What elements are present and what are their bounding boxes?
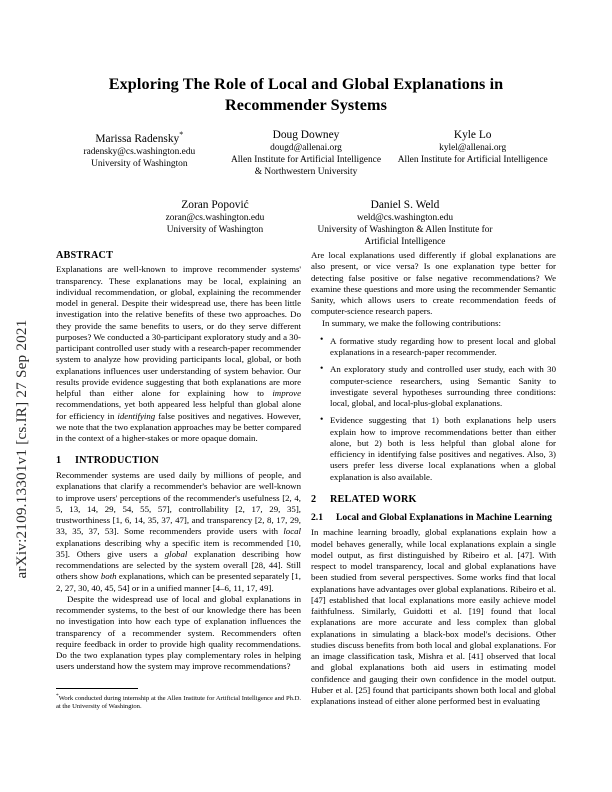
list-item: • A formative study regarding how to present local and global explanations in a research-paper recommender. <box>329 336 556 359</box>
author-email: dougd@allenai.org <box>270 143 342 154</box>
footnote-marker: * <box>179 130 184 139</box>
author-affiliation: Allen Institute for Artificial Intelligence & Northwestern University <box>231 155 381 177</box>
author-row-1 <box>56 128 556 178</box>
footnote-rule <box>56 688 138 689</box>
right-column <box>311 250 556 707</box>
author-name-text: Marissa Radensky <box>95 132 180 145</box>
author-name: Daniel S. Weld <box>370 199 440 211</box>
abstract-heading: ABSTRACT <box>56 250 114 261</box>
author-block <box>56 128 223 178</box>
author-block <box>120 198 310 248</box>
intro-p1-italic-local: local <box>283 526 301 537</box>
intro-p1-italic-global: global <box>164 548 188 559</box>
author-affiliation: University of Washington <box>166 225 264 235</box>
author-name: Doug Downey <box>272 129 340 141</box>
intro-p1-b: explanations describing why a specific item is recommended [10, 35]. Others give users a <box>56 537 301 559</box>
intro-paragraph-2: Despite the widespread use of local and global explanations in recommender systems, to the best of our knowledge there has been no investigation into how each type of explanation influences the transparency of a recommender system. Recommenders often require feedback in order to provide high quality recommendations. Do the two explanation types play complementary roles in helping users understand how the system may improve recommendations? <box>56 593 301 672</box>
section-number: 1 <box>56 455 62 467</box>
footnote <box>56 688 301 712</box>
list-item: • Evidence suggesting that 1) both explanations help users explain how to improve recommendations better than either alone, but 2) both is less helpful than global alone for efficiency in identifying false positives and negatives. Also, 3) users prefer less diverse local explanations when a global explanation is also available. <box>329 415 556 483</box>
author-block <box>310 198 500 248</box>
left-column <box>56 250 301 673</box>
section-heading-introduction <box>56 455 301 466</box>
intro-paragraph-3: Are local explanations used differently if global explanations are also present, or vice versa? Is one explanation type better for detecting false positive or false negative recommendations? We examine these questions and more using the recommender Semantic Sanity, which allows users to create recommendation feeds of computer-science research papers. <box>311 250 556 317</box>
footnote-text: Work conducted during internship at the Allen Institute for Artificial Intelligence and Ph.D. at the University of Washington. <box>56 694 301 711</box>
abstract-body <box>56 264 301 444</box>
author-name: Zoran Popović <box>181 199 249 211</box>
abstract-italic-2: identifying <box>117 410 156 421</box>
author-row-2 <box>120 198 500 248</box>
subsection-heading <box>311 512 556 524</box>
abstract-text-2: recommendations, yet both appeared less helpful than global alone for efficiency in <box>56 399 301 421</box>
arxiv-stamp-text: arXiv:2109.13301v1 [cs.IR] 27 Sep 2021 <box>13 319 30 579</box>
footnote-marker: * <box>56 692 59 699</box>
related-work-body: In machine learning broadly, global explanations explain how a model behaves generally, while local explanations explain a single model output, as first distinguished by Ribeiro et al. [47]. With respect to model transparency, local and global explanations have been studied from several perspectives. Some works find that local explanations have advantages over global explanations. Ribeiro et al. [47] established that local explanations more easily achieve model faithfulness. Similarly, Guidotti et al. [19] found that local explanations are more accurate and less complex than global explanations in simulating a black-box model's decisions. Other studies discuss benefits from both local and global explanations. For an image classification task, Mishra et al. [41] observed that local and global explanations both aid users in estimating model confidence and gauging their own confidence in the model output. Huber et al. [25] found that participants shown both local and global explanations instead of either alone performed best in evaluating <box>311 527 556 707</box>
contributions-list <box>311 336 556 483</box>
author-affiliation: University of Washington <box>91 158 188 169</box>
subsection-title: Local and Global Explanations in Machine Learning <box>336 512 552 523</box>
author-email: zoran@cs.washington.edu <box>165 213 265 224</box>
footnote-body <box>56 692 301 712</box>
intro-p1-italic-both: both <box>100 571 117 582</box>
author-email: weld@cs.washington.edu <box>356 213 454 224</box>
author-block <box>389 128 556 178</box>
author-affiliation: University of Washington & Allen Institute for Artificial Intelligence <box>317 225 493 247</box>
author-name <box>62 128 217 146</box>
abstract-italic-1: improve <box>272 388 301 398</box>
intro-paragraph-1 <box>56 470 301 594</box>
author-name: Kyle Lo <box>453 129 492 141</box>
author-email: kylel@allenai.org <box>439 143 507 154</box>
author-block <box>223 128 390 178</box>
author-email: radensky@cs.washington.edu <box>83 147 196 158</box>
intro-p1-c: explanation describing how recommendations are selected by the system overall [28, 44]. Still others show <box>56 548 301 582</box>
section-title: INTRODUCTION <box>75 455 159 467</box>
author-affiliation: Allen Institute for Artificial Intelligence <box>397 155 548 165</box>
page-title: Exploring The Role of Local and Global Explanations in Recommender Systems <box>108 75 504 114</box>
intro-paragraph-4: In summary, we make the following contributions: <box>322 317 501 328</box>
section-title: RELATED WORK <box>330 493 417 505</box>
abstract-text-1: Explanations are well-known to improve recommender systems' transparency. These explanations may be local, explaining an individual recommendation, or global, explaining the recommender model in general. Despite their widespread use, there has been little investigation into the relative benefits of these two approaches. Do they provide the same benefits to users, or do they serve different purposes? We conducted a 30-participant exploratory study and a 30-participant controlled user study with a research-paper recommender system to analyze how providing participants local, global, or both explanations influences user understanding of system behavior. Our results provide evidence suggesting that both explanations are more helpful than either alone for explaining how to <box>56 264 301 398</box>
subsection-number: 2.1 <box>311 512 323 523</box>
intro-p1-d: explanations, which can be presented separately [1, 2, 27, 30, 40, 45, 54] or in a unified manner [4–6, 11, 17, 49]. <box>56 571 301 593</box>
section-heading-related-work <box>311 494 556 505</box>
section-number: 2 <box>311 493 317 505</box>
abstract-text-3: false positives and negatives. However, we note that the two explanation approaches may be better compared in the context of a higher-stakes or more opaque domain. <box>56 410 302 443</box>
intro-p1-a: Recommender systems are used daily by millions of people, and explanations that clarify a recommender's behavior are well-known to improve users' perceptions of the recommender's usefulness [2, 4, 5, 13, 14, 29, 54, 55, 57], controllability [2, 17, 29, 35], trustworthiness [1, 6, 14, 35, 37, 47], and transparency [2, 8, 17, 29, 33, 35, 37, 53]. Some recommenders provide users with <box>56 470 301 537</box>
list-item: • An exploratory study and controlled user study, each with 30 computer-science researchers, using Semantic Sanity to investigate several hypotheses surrounding three conditions: local, global, and local-plus-global explanations. <box>329 364 556 409</box>
